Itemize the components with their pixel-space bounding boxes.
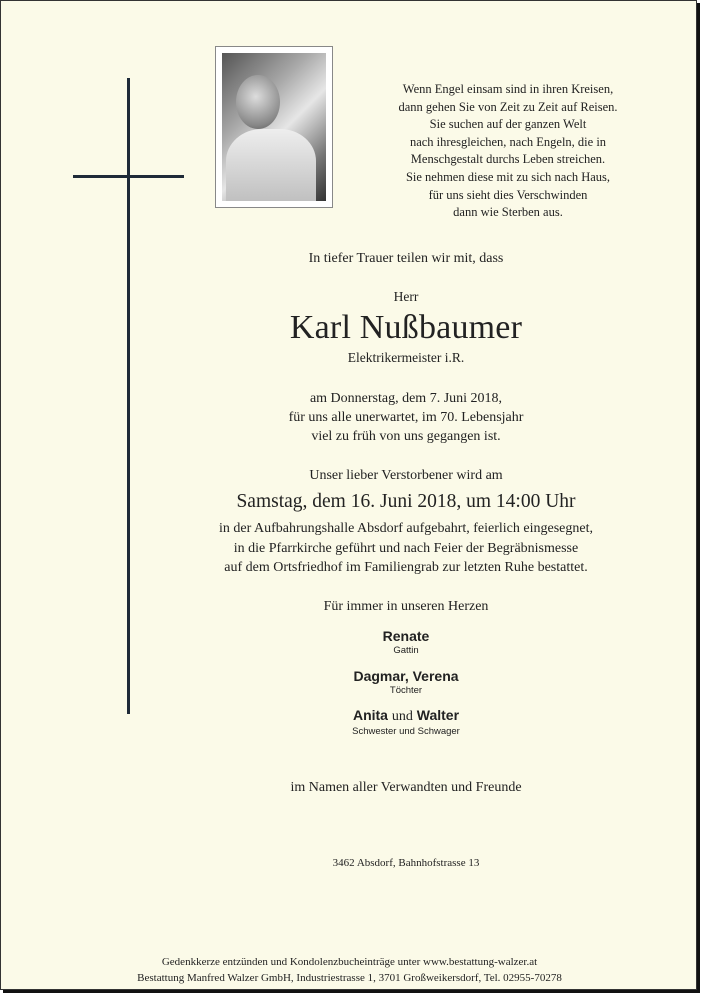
poem-line: Sie suchen auf der ganzen Welt bbox=[429, 117, 587, 132]
family-relation: Gattin bbox=[393, 645, 419, 656]
family-name: Dagmar, Verena bbox=[353, 668, 459, 684]
funeral-date: Samstag, dem 16. Juni 2018, um 14:00 Uhr bbox=[236, 491, 576, 512]
poem-line: für uns sieht dies Verschwinden bbox=[428, 187, 588, 202]
address: 3462 Absdorf, Bahnhofstrasse 13 bbox=[332, 857, 480, 869]
family-relation: Schwester und Schwager bbox=[352, 726, 460, 737]
family-member bbox=[191, 628, 621, 656]
poem-line: dann gehen Sie von Zeit zu Zeit auf Reisen. bbox=[398, 99, 618, 114]
funeral-line: in die Pfarrkirche geführt und nach Feier der Begräbnismesse bbox=[233, 540, 579, 556]
poem-line: dann wie Sterben aus. bbox=[453, 205, 563, 220]
salutation: Herr bbox=[393, 289, 419, 304]
funeral-announce: Unser lieber Verstorbener wird am bbox=[309, 468, 503, 483]
funeral-line: in der Aufbahrungshalle Absdorf aufgebahrt, feierlich eingesegnet, bbox=[219, 521, 593, 536]
family-name: Walter bbox=[416, 707, 460, 723]
family-names bbox=[191, 707, 621, 725]
death-line: am Donnerstag, dem 7. Juni 2018, bbox=[309, 391, 503, 406]
funeral-details bbox=[191, 519, 621, 578]
poem-line: nach ihresgleichen, nach Engeln, die in bbox=[409, 134, 607, 149]
cross-icon bbox=[127, 78, 130, 714]
family-member bbox=[191, 668, 621, 696]
poem-line: Menschgestalt durchs Leben streichen. bbox=[410, 152, 606, 167]
family-name: Renate bbox=[382, 628, 430, 644]
footer bbox=[1, 955, 698, 986]
portrait-photo-frame bbox=[215, 46, 333, 208]
portrait-photo bbox=[222, 53, 326, 201]
death-line: für uns alle unerwartet, im 70. Lebensjahr bbox=[288, 410, 524, 425]
intro-text: In tiefer Trauer teilen wir mit, dass bbox=[308, 251, 504, 266]
poem-line: Wenn Engel einsam sind in ihren Kreisen, bbox=[402, 82, 614, 96]
family-name: Anita bbox=[352, 707, 388, 723]
poem-line: Sie nehmen diese mit zu sich nach Haus, bbox=[405, 169, 611, 184]
deceased-title: Elektrikermeister i.R. bbox=[347, 350, 465, 365]
deceased-name: Karl Nußbaumer bbox=[289, 309, 523, 346]
relatives-text: im Namen aller Verwandten und Freunde bbox=[290, 780, 522, 795]
portrait-body bbox=[226, 129, 316, 201]
funeral-line: auf dem Ortsfriedhof im Familiengrab zur letzten Ruhe bestattet. bbox=[224, 560, 588, 575]
family-member bbox=[191, 707, 621, 737]
forever-text: Für immer in unseren Herzen bbox=[323, 599, 489, 614]
family-relation: Töchter bbox=[389, 685, 423, 696]
portrait-head bbox=[236, 75, 280, 129]
family-joiner: und bbox=[391, 709, 413, 724]
death-notice bbox=[191, 389, 621, 446]
cross-icon-bar bbox=[73, 175, 184, 178]
poem bbox=[353, 81, 663, 222]
footer-line: Bestattung Manfred Walzer GmbH, Industriestrasse 1, 3701 Großweikersdorf, Tel. 02955-70278 bbox=[137, 971, 562, 984]
footer-line: Gedenkkerze entzünden und Kondolenzbucheinträge unter www.bestattung-walzer.at bbox=[161, 956, 538, 968]
death-line: viel zu früh von uns gegangen ist. bbox=[311, 429, 501, 444]
